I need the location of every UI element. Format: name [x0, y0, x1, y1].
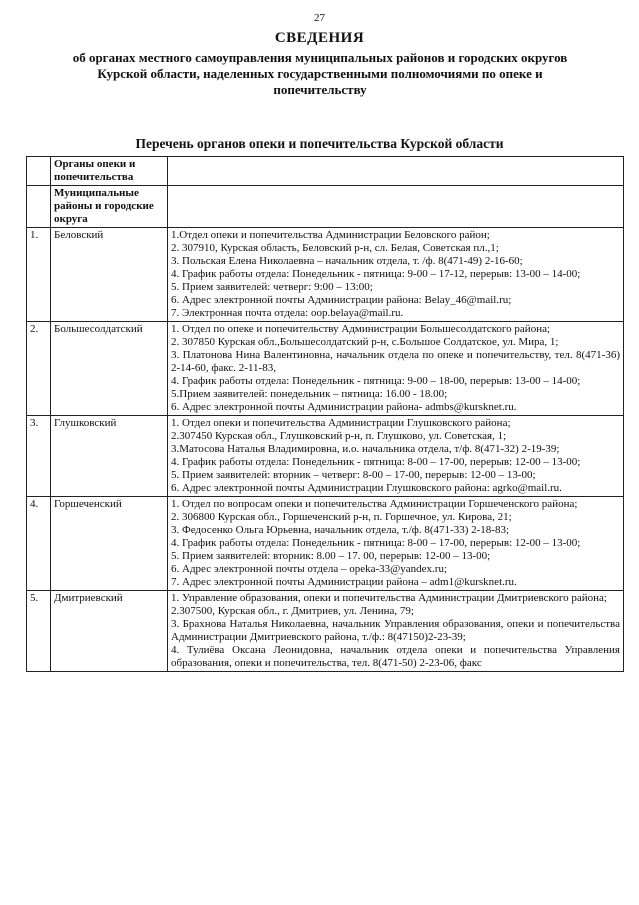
info-line: 1.Отдел опеки и попечительства Администрации Беловского район;	[171, 229, 490, 241]
info-line: 4. График работы отдела: Понедельник - пятница: 8-00 – 17-00, перерыв: 12-00 – 13-00;	[171, 537, 581, 549]
info-line: 3. Платонова Нина Валентиновна, начальник отдела по опеке и попечительству, тел. 8(471-36) 2-14-60, факс. 2-11-83,	[171, 349, 620, 374]
info-line: 1. Отдел по вопросам опеки и попечительства Администрации Горшеченского района;	[171, 498, 578, 510]
info-line: 3.Матосова Наталья Владимировна, и.о. начальника отдела, т/ф. 8(471-32) 2-19-39;	[171, 443, 560, 455]
info-line: 7. Адрес электронной почты Администрации района – adm1@kursknet.ru.	[171, 576, 517, 588]
district-info	[168, 591, 624, 672]
info-line: 4. График работы отдела: Понедельник - пятница: 8-00 – 17-00, перерыв: 12-00 – 13-00;	[171, 456, 581, 468]
info-line: 6. Адрес электронной почты Администрации Глушковского района: agrko@mail.ru.	[171, 482, 562, 494]
district-info	[168, 228, 624, 322]
table-header-row	[27, 157, 624, 186]
district-info	[168, 497, 624, 591]
info-line: 6. Адрес электронной почты отдела – opeka-33@yandex.ru;	[171, 563, 448, 575]
info-line: 4. График работы отдела: Понедельник - пятница: 9-00 – 18-00, перерыв: 13-00 – 14-00;	[171, 375, 581, 387]
district-name: Большесолдатский	[51, 322, 168, 416]
table-row	[27, 322, 624, 416]
row-number: 3.	[27, 416, 51, 497]
info-line: 3. Польская Елена Николаевна – начальник отдела, т. /ф. 8(471-49) 2-16-60;	[171, 255, 523, 267]
district-name: Горшеченский	[51, 497, 168, 591]
header-empty-cell	[168, 186, 624, 228]
header-municipal-districts: Муниципальные районы и городские округа	[51, 186, 168, 228]
info-line: 5. Прием заявителей: вторник – четверг: 8-00 – 17-00, перерыв: 12-00 – 13-00;	[171, 469, 536, 481]
header-empty-cell	[27, 186, 51, 228]
info-line: 2. 307850 Курская обл.,Большесолдатский р-н, с.Большое Солдатское, ул. Мира, 1;	[171, 336, 559, 348]
info-line: 5. Прием заявителей: четверг: 9:00 – 13:00;	[171, 281, 373, 293]
table-header-row	[27, 186, 624, 228]
info-line: 4. График работы отдела: Понедельник - пятница: 9-00 – 17-12, перерыв: 13-00 – 14-00;	[171, 268, 581, 280]
info-line: 3. Брахнова Наталья Николаевна, начальник Управления образования, опеки и попечительства Администрации Дмитриевского района, т./ф.: 8(47150)2-23-39;	[171, 618, 620, 643]
page-number: 27	[314, 12, 325, 24]
guardianship-table	[26, 156, 624, 672]
info-line: 5.Прием заявителей: понедельник – пятница: 16.00 - 18.00;	[171, 388, 448, 400]
info-line: 3. Федосенко Ольга Юрьевна, начальник отдела, т./ф. 8(471-33) 2-18-83;	[171, 524, 509, 536]
district-info	[168, 322, 624, 416]
info-line: 1. Управление образования, опеки и попечительства Администрации Дмитриевского района;	[171, 592, 607, 604]
info-line: 2. 306800 Курская обл., Горшеченский р-н, п. Горшечное, ул. Кирова, 21;	[171, 511, 512, 523]
header-guardianship-bodies: Органы опеки и попечительства	[51, 157, 168, 186]
info-line: 2. 307910, Курская область, Беловский р-н, сл. Белая, Советская пл.,1;	[171, 242, 499, 254]
info-line: 4. Тулиёва Оксана Леонидовна, начальник отдела опеки и попечительства Управления образования, опеки и попечительства, тел. 8(471-50) 2-23-06, факс	[171, 644, 620, 669]
list-title: Перечень органов опеки и попечительства Курской области	[135, 136, 504, 151]
header-empty-cell	[27, 157, 51, 186]
table-row	[27, 228, 624, 322]
district-name: Дмитриевский	[51, 591, 168, 672]
district-name: Беловский	[51, 228, 168, 322]
info-line: 6. Адрес электронной почты Администрации района- admbs@kursknet.ru.	[171, 401, 517, 413]
table-row	[27, 416, 624, 497]
info-line: 2.307500, Курская обл., г. Дмитриев, ул. Ленина, 79;	[171, 605, 414, 617]
info-line: 5. Прием заявителей: вторник: 8.00 – 17. 00, перерыв: 12-00 – 13-00;	[171, 550, 491, 562]
document-subtitle: об органах местного самоуправления муниципальных районов и городских округов Курской области, наделенных государственными полномочиями по опеке и попечительству	[72, 50, 568, 97]
document-title: СВЕДЕНИЯ	[274, 30, 365, 46]
district-name: Глушковский	[51, 416, 168, 497]
table-row	[27, 591, 624, 672]
table-row	[27, 497, 624, 591]
info-line: 2.307450 Курская обл., Глушковский р-н, п. Глушково, ул. Советская, 1;	[171, 430, 507, 442]
info-line: 6. Адрес электронной почты Администрации района: Belay_46@mail.ru;	[171, 294, 512, 306]
info-line: 7. Электронная почта отдела: oop.belaya@mail.ru.	[171, 307, 404, 319]
district-info	[168, 416, 624, 497]
row-number: 4.	[27, 497, 51, 591]
row-number: 5.	[27, 591, 51, 672]
info-line: 1. Отдел опеки и попечительства Администрации Глушковского района;	[171, 417, 511, 429]
row-number: 2.	[27, 322, 51, 416]
header-empty-cell	[168, 157, 624, 186]
row-number: 1.	[27, 228, 51, 322]
info-line: 1. Отдел по опеке и попечительству Администрации Большесолдатского района;	[171, 323, 551, 335]
